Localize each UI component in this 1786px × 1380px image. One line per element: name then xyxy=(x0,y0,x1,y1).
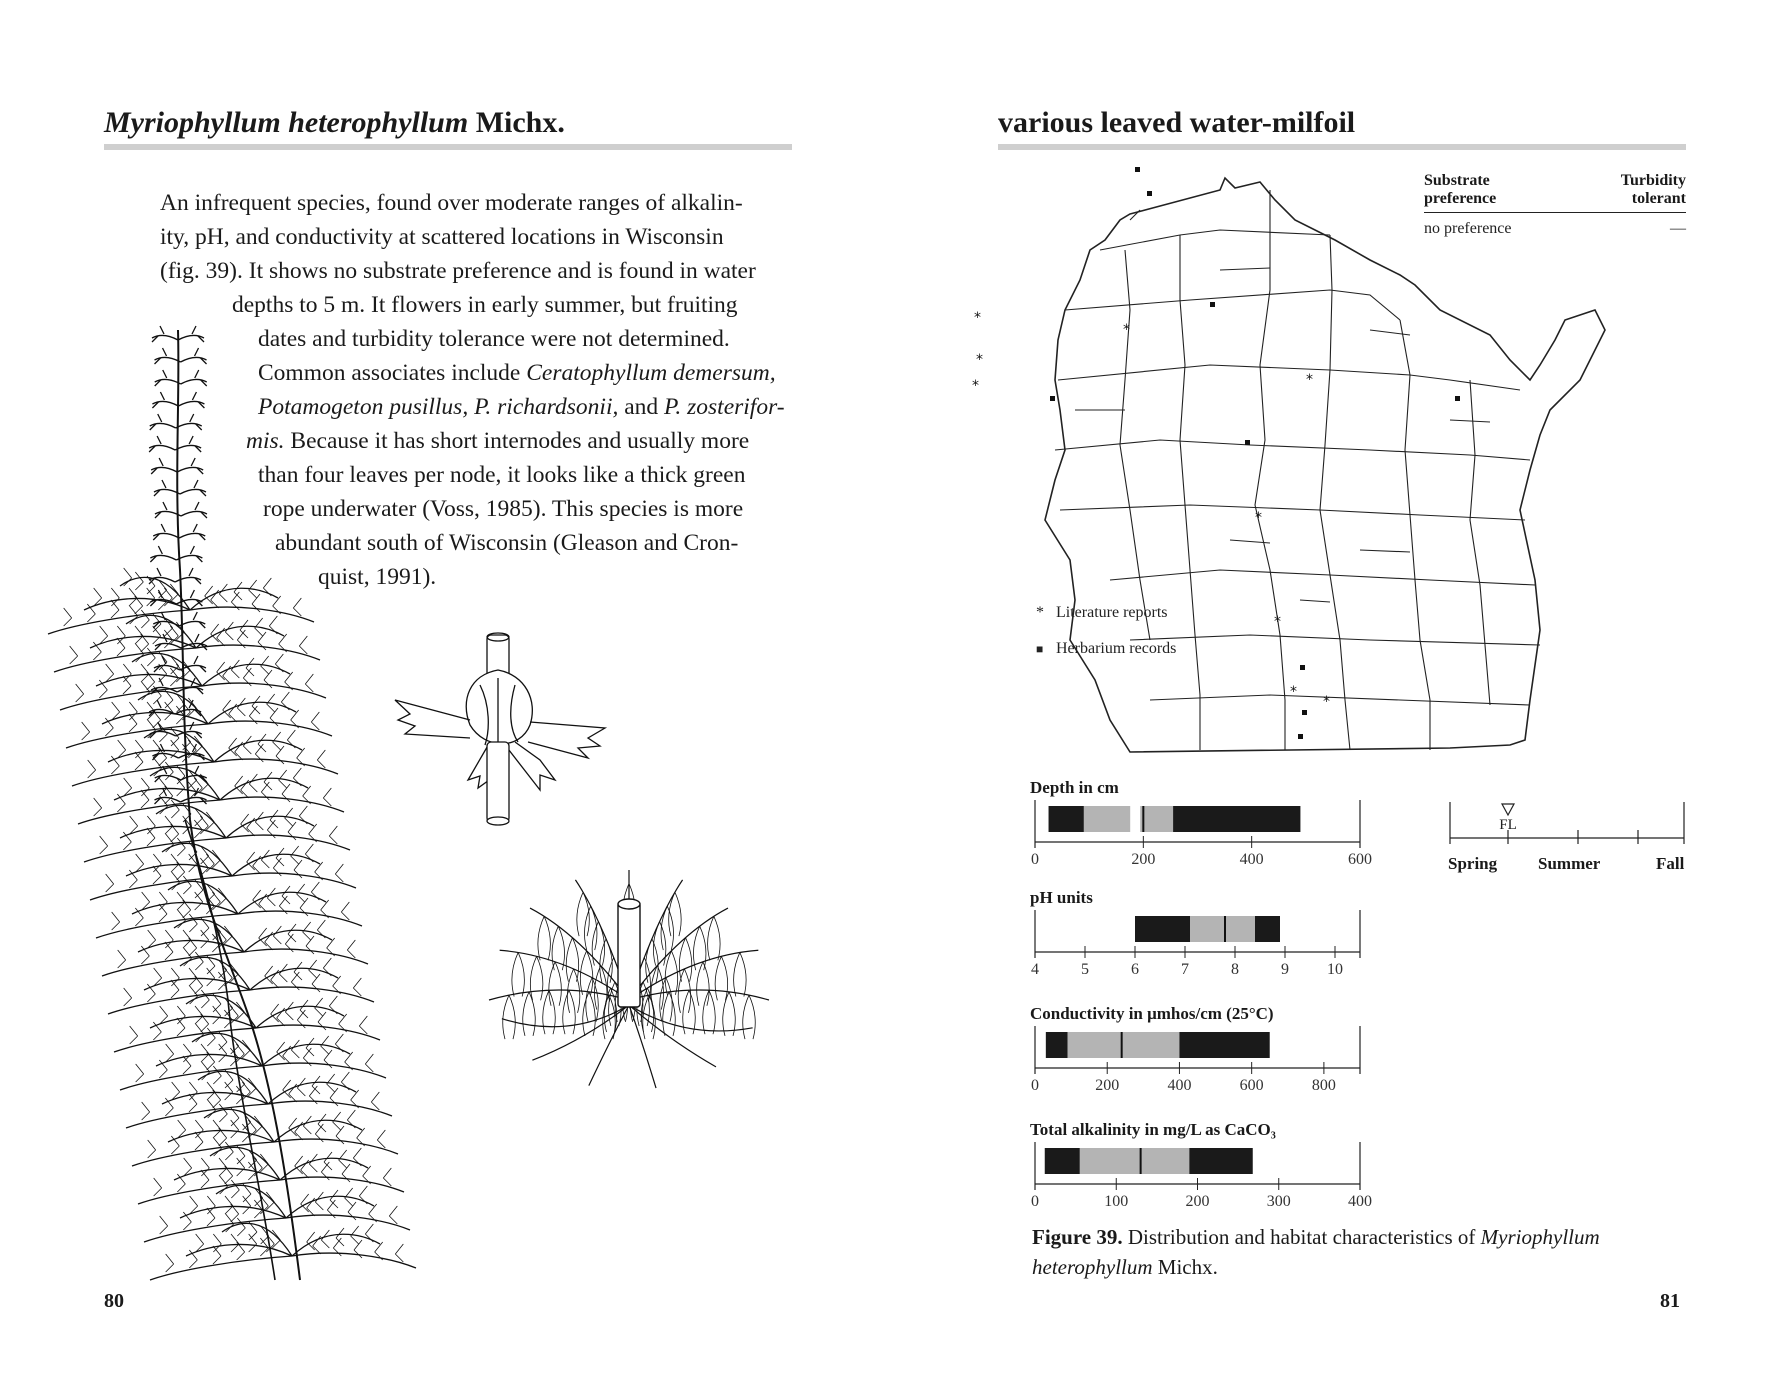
flowering-marker xyxy=(1502,804,1514,815)
svg-text:*: * xyxy=(1274,614,1281,630)
tick-label: 300 xyxy=(1266,1193,1291,1210)
svg-text:*: * xyxy=(976,352,983,368)
svg-text:*: * xyxy=(1306,372,1313,388)
tick-label: 9 xyxy=(1281,961,1289,978)
phenology-chart xyxy=(1448,798,1688,858)
tick-label: 100 xyxy=(1104,1193,1129,1210)
conductivity-chart xyxy=(1030,1026,1410,1106)
svg-text:*: * xyxy=(974,310,981,326)
right-title-rule xyxy=(998,144,1686,150)
ph-title: pH units xyxy=(1030,888,1093,907)
svg-text:*: * xyxy=(1323,694,1330,710)
tick-label: 7 xyxy=(1181,961,1189,978)
svg-text:*: * xyxy=(1255,510,1262,526)
tick-label: 400 xyxy=(1348,1193,1372,1210)
tick-label: 200 xyxy=(1185,1193,1210,1210)
tick-label: 800 xyxy=(1311,1077,1336,1094)
paragraph-line: dates and turbidity tolerance were not determined. xyxy=(258,326,730,352)
season-summer: Summer xyxy=(1538,854,1601,873)
alkalinity-chart xyxy=(1030,1142,1410,1222)
paragraph-line: An infrequent species, found over moderate ranges of alkalin- xyxy=(160,190,743,216)
left-title-rule xyxy=(104,144,792,150)
paragraph-line: Common associates include Ceratophyllum demersum, xyxy=(258,360,776,386)
leaf-whorl-detail xyxy=(480,840,780,1120)
substrate-header: Substrate preference xyxy=(1424,172,1497,207)
legend-literature: * Literature reports xyxy=(1036,604,1168,621)
turbidity-value: — xyxy=(1670,220,1686,237)
svg-text:*: * xyxy=(1123,322,1130,338)
leaf-node-detail xyxy=(390,630,610,830)
tick-label: 200 xyxy=(1131,851,1156,868)
wisconsin-county-map xyxy=(972,160,1630,760)
season-spring: Spring xyxy=(1448,854,1498,873)
tick-label: 10 xyxy=(1327,961,1343,978)
alkalinity-title: Total alkalinity in mg/L as CaCO₃ xyxy=(1030,1120,1276,1139)
square-icon: ■ xyxy=(1036,642,1044,656)
tick-label: 0 xyxy=(1031,851,1039,868)
left-page-number: 80 xyxy=(104,1290,124,1312)
paragraph-line: quist, 1991). xyxy=(318,564,437,590)
paragraph-line: mis. Because it has short internodes and usually more xyxy=(246,428,750,454)
right-page-title: various leaved water-milfoil xyxy=(998,106,1356,139)
right-page-number: 81 xyxy=(1660,1290,1680,1312)
state-outline xyxy=(1045,178,1605,752)
figure-caption: Figure 39. Distribution and habitat characteristics of Myriophyllum heterophyllum Michx. xyxy=(1032,1225,1600,1279)
turbidity-header: Turbidity tolerant xyxy=(1620,172,1686,207)
tick-label: 600 xyxy=(1239,1077,1264,1094)
tick-label: 4 xyxy=(1031,961,1039,978)
flowering-label: FL xyxy=(1499,817,1517,833)
season-fall: Fall xyxy=(1656,854,1685,873)
legend-herbarium: ■ Herbarium records xyxy=(1036,640,1177,657)
paragraph-line: (fig. 39). It shows no substrate preference and is found in water xyxy=(160,258,756,284)
svg-text:*: * xyxy=(972,378,979,394)
caption-label: Figure 39. xyxy=(1032,1225,1123,1249)
tick-label: 400 xyxy=(1167,1077,1192,1094)
paragraph-line: ity, pH, and conductivity at scattered locations in Wisconsin xyxy=(160,224,724,250)
tick-label: 600 xyxy=(1348,851,1372,868)
paragraph-line: abundant south of Wisconsin (Gleason and Cron- xyxy=(275,530,739,556)
interquartile-bar xyxy=(1084,806,1173,832)
interquartile-bar xyxy=(1068,1032,1180,1058)
paragraph-line: depths to 5 m. It flowers in early summer, but fruiting xyxy=(232,292,738,318)
tick-label: 6 xyxy=(1131,961,1139,978)
tick-label: 200 xyxy=(1095,1077,1120,1094)
depth-title: Depth in cm xyxy=(1030,778,1119,797)
left-page-title xyxy=(104,106,565,140)
paragraph-line: rope underwater (Voss, 1985). This species is more xyxy=(263,496,744,522)
substrate-value: no preference xyxy=(1424,220,1512,237)
conductivity-title: Conductivity in μmhos/cm (25°C) xyxy=(1030,1004,1274,1023)
title-author: Michx. xyxy=(475,106,565,139)
paragraph-line: Potamogeton pusillus, P. richardsonii, and P. zosterifor- xyxy=(258,394,785,420)
interquartile-bar xyxy=(1080,1148,1190,1174)
tick-label: 5 xyxy=(1081,961,1089,978)
tick-label: 8 xyxy=(1231,961,1239,978)
interquartile-bar xyxy=(1190,916,1255,942)
mean-marker xyxy=(1130,806,1140,832)
depth-chart xyxy=(1030,800,1410,880)
title-species: Myriophyllum heterophyllum xyxy=(104,106,469,139)
paragraph-line: than four leaves per node, it looks like a thick green xyxy=(258,462,746,488)
tick-label: 0 xyxy=(1031,1193,1039,1210)
ph-chart xyxy=(1030,910,1410,990)
tick-label: 400 xyxy=(1239,851,1264,868)
tick-label: 0 xyxy=(1031,1077,1039,1094)
svg-text:*: * xyxy=(1290,684,1297,700)
asterisk-icon: * xyxy=(1036,604,1044,621)
